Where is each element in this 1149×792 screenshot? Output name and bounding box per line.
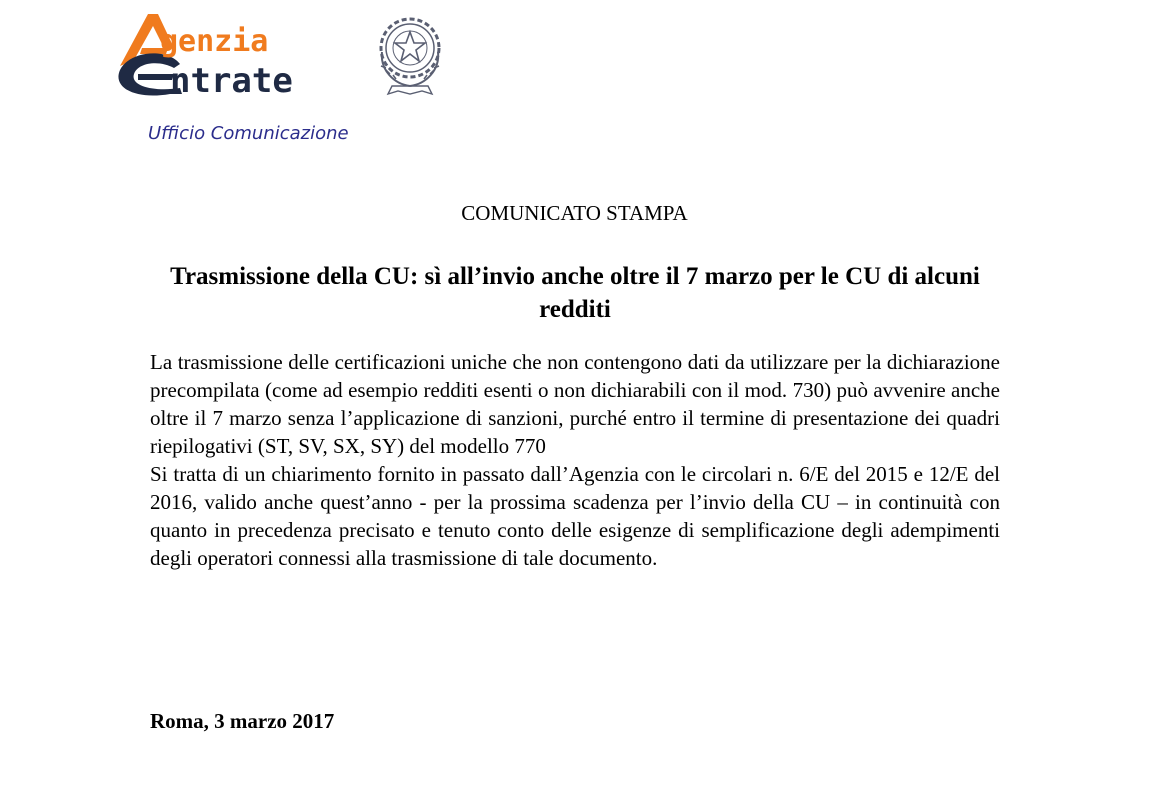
- press-release-label: COMUNICATO STAMPA: [461, 201, 688, 225]
- document-title: Trasmissione della CU: sì all’invio anche oltre il 7 marzo per le CU di alcuni redditi: [170, 263, 980, 323]
- paragraph: Si tratta di un chiarimento fornito in passato dall’Agenzia con le circolari n. 6/E del 2015 e 12/E del 2016, valido anche quest’anno - per la prossima scadenza per l’invio della CU – in continuità con quanto in precedenza precisato e tenuto conto delle esigenze di semplificazione degli adempimenti degli operatori connessi alla trasmissione di tale documento.: [150, 462, 1000, 570]
- document-body: [150, 348, 1000, 572]
- paragraph: La trasmissione delle certificazioni uniche che non contengono dati da utilizzare per la dichiarazione precompilata (come ad esempio redditi esenti o non dichiarabili con il mod. 730) può avvenire anche oltre il 7 marzo senza l’applicazione di sanzioni, purché entro il termine di presentazione dei quadri riepilogativi (ST, SV, SX, SY) del modello 770: [150, 350, 1000, 458]
- logo-word-top: genzia: [160, 24, 269, 59]
- office-name: Ufficio Comunicazione: [148, 123, 349, 144]
- letterhead: [108, 8, 468, 148]
- logo-word-bottom: ntrate: [170, 61, 293, 101]
- republic-emblem-icon: [372, 12, 448, 98]
- dateline: Roma, 3 marzo 2017: [150, 709, 335, 733]
